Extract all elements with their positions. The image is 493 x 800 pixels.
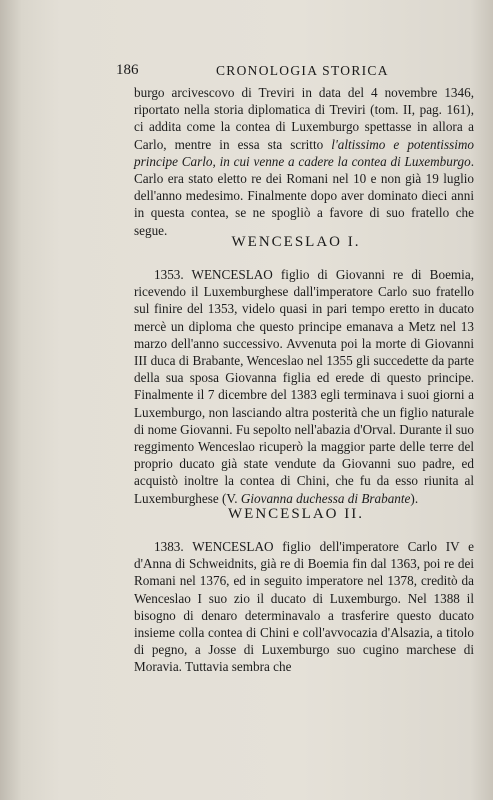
italic-reference: Giovanna duchessa di Brabante — [240, 490, 411, 506]
running-header — [116, 62, 476, 82]
text-run: 1353. WENCESLAO figlio di Giovanni re di Boemia, ricevendo il Luxemburghese dall'imperatore Carlo suo fratello sul finire del 1353, videlo quasi in pari tempo eretto in ducato mercè un diploma che questo principe emanava a Metz nel 13 marzo dell'anno successivo. Avvenuta poi la morte di Giovanni III duca di Brabante, Wenceslao nel 1355 gli succedette da parte della sua sposa Giovanna figlia ed erede di questo principe. Finalmente il 7 dicembre del 1383 egli terminava i suoi giorni a Luxemburgo, non lasciando altra posterità che un figlio naturale di nome Giovanni. Fu sepolto nell'abazia d'Orval. Durante il suo reggimento Wenceslao ricuperò la maggior parte delle terre del proprio ducato già state vendute da Giovanni suo padre, ed acquistò inoltre la contea di Chini, che fu da esso riunita al Luxemburghese (V. — [134, 267, 474, 506]
paragraph-text: 1383. WENCESLAO figlio dell'imperatore Carlo IV e d'Anna di Schweidnits, già re di Boemia fin dal 1363, poi re dei Romani nel 1376, ed in seguito imperatore nel 1378, creditò da Wenceslao I suo zio il ducato di Luxemburgo. Nel 1388 il bisogno di denaro determinavalo a trasferire questo ducato insieme colla contea di Chini e coll'avvocazia d'Alsazia, a titolo di pegno, a Josse di Luxemburgo suo cugino marchese di Moravia. Tuttavia sembra che — [134, 539, 474, 675]
section-heading-wenceslao-i: WENCESLAO I. — [231, 234, 361, 250]
running-title: CRONOLOGIA STORICA — [216, 63, 389, 78]
section-paragraph-wenceslao-ii — [134, 538, 474, 676]
text-run: ). — [410, 490, 419, 506]
paragraph-text — [134, 266, 474, 507]
paragraph-text — [134, 84, 474, 239]
page-number: 186 — [116, 62, 139, 78]
text-run: . Carlo era stato eletto re dei Romani nel 10 e non già 19 luglio dell'anno medesimo. Finalmente dopo aver dominato dieci anni in questa contea, se ne spogliò a favore di suo fratello che segue. — [134, 153, 474, 238]
section-heading-wenceslao-ii: WENCESLAO II. — [228, 506, 364, 522]
italic-quote: l'altissimo e potentissimo principe Carlo, in cui venne a cadere la contea di Luxemburgo — [134, 136, 474, 169]
section-paragraph-wenceslao-i — [134, 266, 474, 507]
text-run: burgo arcivescovo di Treviri in data del 4 novembre 1346, riportato nella storia diplomatica di Treviri (tom. II, pag. 161), ci addita come la contea di Luxemburgo spettasse in allora a Carlo, mentre in essa sta scritto — [134, 85, 474, 152]
continuation-paragraph — [134, 84, 474, 239]
